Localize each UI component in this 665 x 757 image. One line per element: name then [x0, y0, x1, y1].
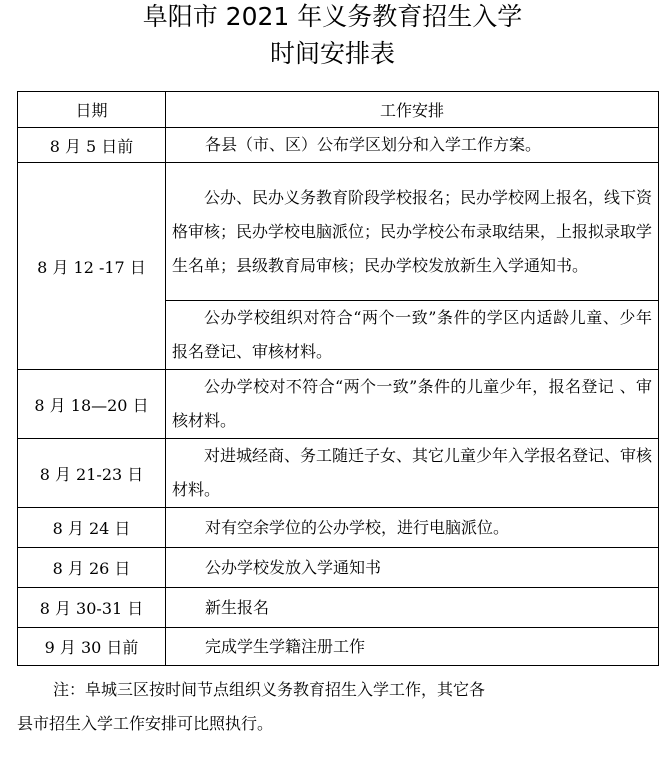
- row-work: 完成学生学籍注册工作: [205, 636, 366, 656]
- row-date: 8 月 30-31 日: [18, 588, 166, 628]
- row-date: 9 月 30 日前: [18, 628, 166, 666]
- table-row: [18, 128, 659, 163]
- row-work: 公办学校组织对符合“两个一致”条件的学区内适龄儿童、少年报名登记、审核材料。: [172, 308, 652, 361]
- row-work: 对进城经商、务工随迁子女、其它儿童少年入学报名登记、审核材料。: [172, 446, 653, 499]
- row-date: 8 月 18—20 日: [18, 370, 166, 439]
- table-row: [18, 439, 659, 508]
- header-date: 日期: [18, 92, 166, 128]
- footnote-line-2: 县市招生入学工作安排可比照执行。: [17, 714, 274, 733]
- document-title: 阜阳市 2021 年义务教育招生入学: [142, 2, 523, 31]
- header-work: 工作安排: [166, 92, 659, 128]
- row-work: 公办学校发放入学通知书: [205, 557, 382, 577]
- row-date: 8 月 21-23 日: [18, 439, 166, 508]
- row-work: 新生报名: [205, 597, 270, 617]
- table-row: [18, 370, 659, 439]
- row-work: 对有空余学位的公办学校，进行电脑派位。: [205, 517, 510, 537]
- row-date: 8 月 26 日: [18, 548, 166, 588]
- row-work: 公办学校对不符合“两个一致”条件的儿童少年，报名登记 、审核材料。: [172, 377, 652, 430]
- table-row: [18, 588, 659, 628]
- footnote-line-1: 注：阜城三区按时间节点组织义务教育招生入学工作，其它各: [53, 680, 486, 699]
- table-row: [18, 548, 659, 588]
- row-work: 公办、民办义务教育阶段学校报名；民办学校网上报名，线下资格审核；民办学校电脑派位；民办学校公布录取结果，上报拟录取学生名单；县级教育局审核；民办学校发放新生入学通知书。: [172, 187, 653, 275]
- table-row: [18, 508, 659, 548]
- schedule-table: [17, 91, 659, 666]
- row-date: 8 月 5 日前: [18, 128, 166, 163]
- row-date: 8 月 24 日: [18, 508, 166, 548]
- table-row: [18, 628, 659, 666]
- table-row: [18, 163, 659, 301]
- table-header-row: [18, 92, 659, 128]
- row-date: 8 月 12 -17 日: [18, 163, 166, 370]
- row-work: 各县（市、区）公布学区划分和入学工作方案。: [205, 135, 542, 154]
- document-subtitle: 时间安排表: [269, 39, 395, 68]
